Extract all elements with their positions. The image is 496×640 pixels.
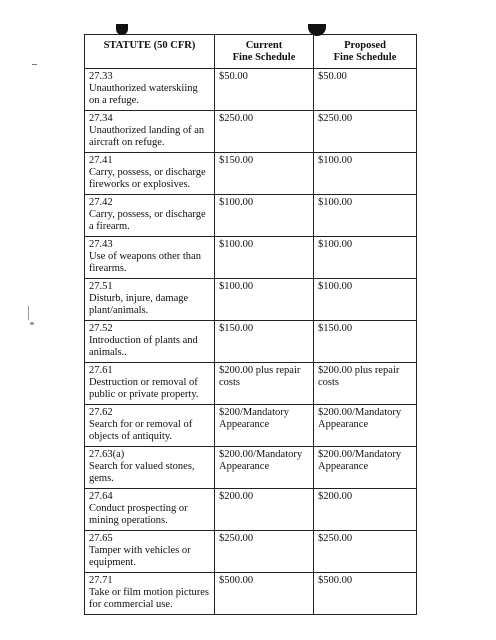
proposed-fine-cell: $50.00 [314,69,417,111]
statute-description: Introduction of plants and animals.. [89,335,198,358]
statute-code: 27.43 [89,239,113,250]
current-fine-column-header [215,35,314,69]
table-row [85,447,417,489]
current-fine-cell: $250.00 [215,531,314,573]
scan-speck [30,322,34,325]
proposed-fine-cell: $200.00/Mandatory Appearance [314,447,417,489]
statute-code: 27.34 [89,113,113,124]
current-fine-cell: $200.00/Mandatory Appearance [215,447,314,489]
statute-cell [85,363,215,405]
header-row [85,35,417,69]
current-fine-cell: $100.00 [215,279,314,321]
table-row [85,237,417,279]
statute-cell [85,405,215,447]
statute-description: Unauthorized waterskiing on a refuge. [89,83,198,106]
table-header [85,35,417,69]
proposed-fine-cell: $250.00 [314,111,417,153]
table-row [85,111,417,153]
statute-column-header [85,35,215,69]
current-header-line1: Current [245,40,283,51]
proposed-fine-cell: $200.00/Mandatory Appearance [314,405,417,447]
statute-description: Carry, possess, or discharge fireworks or explosives. [89,167,206,190]
statute-code: 27.64 [89,491,113,502]
proposed-fine-column-header [314,35,417,69]
table-row [85,321,417,363]
table-row [85,279,417,321]
statute-code: 27.52 [89,323,113,334]
statute-code: 27.42 [89,197,113,208]
statute-description: Carry, possess, or discharge a firearm. [89,209,206,232]
table-row [85,489,417,531]
proposed-fine-cell: $200.00 plus repair costs [314,363,417,405]
proposed-fine-cell: $200.00 [314,489,417,531]
current-header-line2: Fine Schedule [232,52,296,63]
scan-speck [28,306,29,320]
current-fine-cell: $150.00 [215,153,314,195]
statute-code: 27.61 [89,365,113,376]
statute-cell [85,69,215,111]
proposed-fine-cell: $100.00 [314,195,417,237]
statute-description: Search for or removal of objects of antiquity. [89,419,193,442]
table-row [85,531,417,573]
current-fine-cell: $150.00 [215,321,314,363]
table-row [85,573,417,615]
current-fine-cell: $200.00 [215,489,314,531]
current-fine-cell: $250.00 [215,111,314,153]
statute-description: Tamper with vehicles or equipment. [89,545,191,568]
statute-cell [85,111,215,153]
statute-description: Destruction or removal of public or private property. [89,377,199,400]
statute-code: 27.63(a) [89,449,125,460]
statute-cell [85,531,215,573]
fine-schedule-table [84,34,417,615]
statute-code: 27.65 [89,533,113,544]
current-fine-cell: $50.00 [215,69,314,111]
current-fine-cell: $500.00 [215,573,314,615]
statute-cell [85,279,215,321]
statute-header-label: STATUTE (50 CFR) [103,40,196,51]
table-row [85,195,417,237]
statute-cell [85,573,215,615]
scan-speck [32,64,37,65]
table-body [85,69,417,615]
statute-cell [85,195,215,237]
proposed-header-line1: Proposed [344,40,386,51]
statute-description: Conduct prospecting or mining operations. [89,503,188,526]
proposed-fine-cell: $150.00 [314,321,417,363]
statute-description: Use of weapons other than firearms. [89,251,201,274]
table-row [85,153,417,195]
proposed-header-line2: Fine Schedule [333,52,397,63]
proposed-fine-cell: $100.00 [314,279,417,321]
proposed-fine-cell: $500.00 [314,573,417,615]
current-fine-cell: $100.00 [215,237,314,279]
proposed-fine-cell: $100.00 [314,153,417,195]
statute-cell [85,237,215,279]
table-row [85,363,417,405]
statute-cell [85,447,215,489]
current-fine-cell: $200.00 plus repair costs [215,363,314,405]
proposed-fine-cell: $250.00 [314,531,417,573]
statute-cell [85,489,215,531]
statute-code: 27.62 [89,407,113,418]
statute-cell [85,153,215,195]
statute-description: Take or film motion pictures for commercial use. [89,587,209,610]
current-fine-cell: $200/Mandatory Appearance [215,405,314,447]
statute-code: 27.51 [89,281,113,292]
statute-description: Unauthorized landing of an aircraft on refuge. [89,125,205,148]
statute-description: Search for valued stones, gems. [89,461,195,484]
statute-code: 27.33 [89,71,113,82]
current-fine-cell: $100.00 [215,195,314,237]
statute-cell [85,321,215,363]
table-row [85,69,417,111]
statute-description: Disturb, injure, damage plant/animals. [89,293,189,316]
table-row [85,405,417,447]
statute-code: 27.71 [89,575,113,586]
statute-code: 27.41 [89,155,113,166]
proposed-fine-cell: $100.00 [314,237,417,279]
